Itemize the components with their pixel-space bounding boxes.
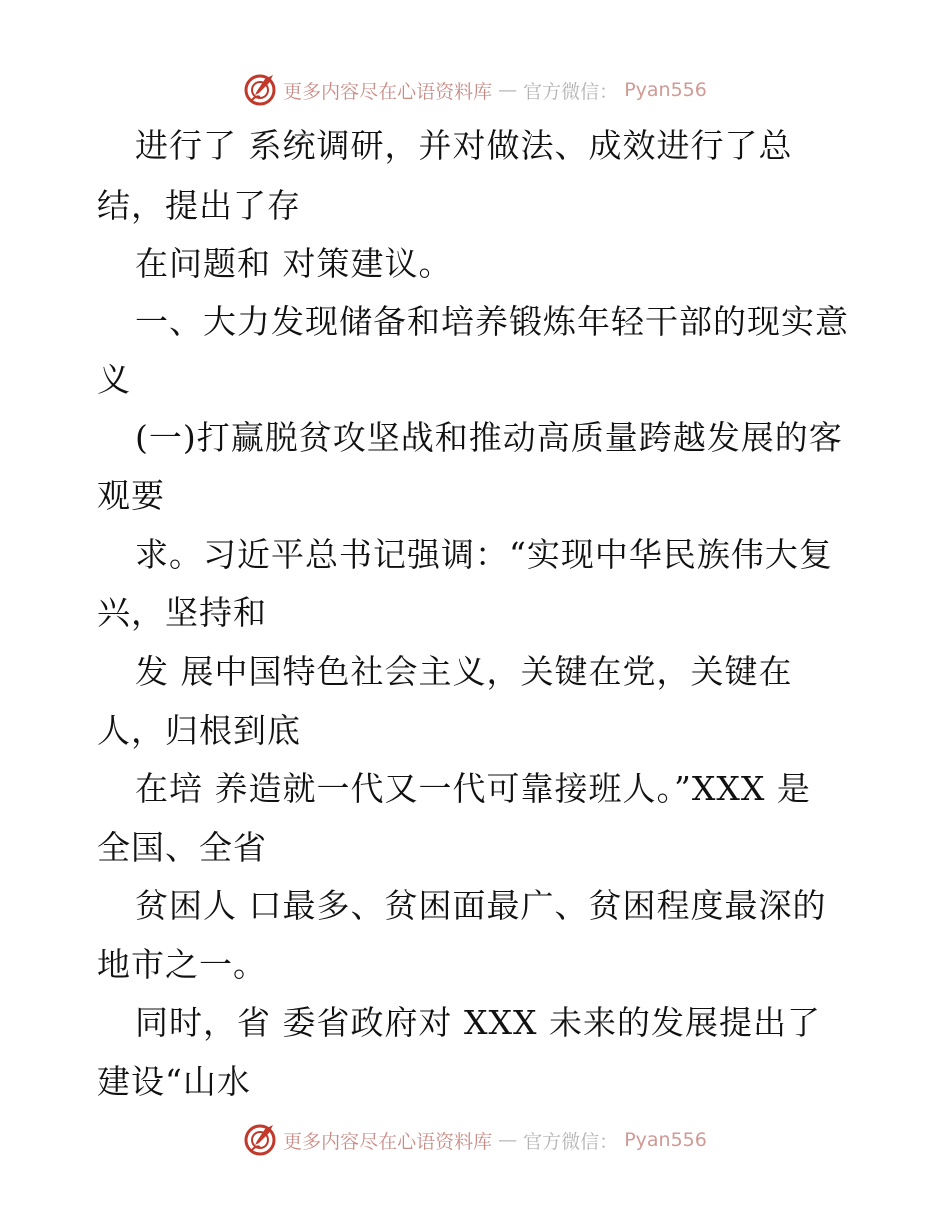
watermark-official-label: 官方微信：: [523, 80, 619, 103]
paragraph-line: 结，提出了存: [97, 186, 301, 225]
pen-logo-icon: [243, 1123, 277, 1157]
watermark-main-text: 更多内容尽在心语资料库: [283, 80, 493, 103]
section-heading-line: 一、大力发现储备和培养锻炼年轻干部的现实意: [135, 302, 849, 341]
paragraph-line: 发 展中国特色社会主义，关键在党，关键在: [135, 652, 793, 691]
paragraph-line: 求。习近平总书记强调：“实现中华民族伟大复: [135, 535, 833, 574]
paragraph-line: 同时，省 委省政府对 XXX 未来的发展提出了: [135, 1003, 821, 1042]
paragraph-line: 地市之一。: [97, 945, 267, 984]
watermark-wechat-id: Pyan556: [624, 79, 707, 101]
paragraph-line: 在问题和 对策建议。: [135, 244, 453, 283]
section-heading-line: 义: [97, 360, 131, 399]
watermark-main-text: 更多内容尽在心语资料库: [283, 1130, 493, 1153]
pen-logo-icon: [243, 73, 277, 107]
footer-watermark: [0, 1120, 950, 1160]
paragraph-line: 人，归根到底: [97, 711, 301, 750]
paragraph-line: 进行了 系统调研，并对做法、成效进行了总: [135, 126, 793, 165]
watermark-dash: —: [498, 1129, 518, 1151]
watermark-official-label: 官方微信：: [523, 1130, 619, 1153]
subsection-heading-line: (一)打赢脱贫攻坚战和推动高质量跨越发展的客: [135, 418, 843, 457]
watermark-wechat-id: Pyan556: [624, 1129, 707, 1151]
paragraph-line: 在培 养造就一代又一代可靠接班人。”XXX 是: [135, 769, 811, 808]
watermark-dash: —: [498, 79, 518, 101]
paragraph-line: 兴，坚持和: [97, 593, 267, 632]
paragraph-line: 贫困人 口最多、贫困面最广、贫困程度最深的: [135, 886, 827, 925]
header-watermark: [0, 70, 950, 110]
paragraph-line: 全国、全省: [97, 828, 267, 867]
paragraph-line: 建设“山水: [97, 1062, 251, 1101]
subsection-heading-line: 观要: [97, 476, 165, 515]
